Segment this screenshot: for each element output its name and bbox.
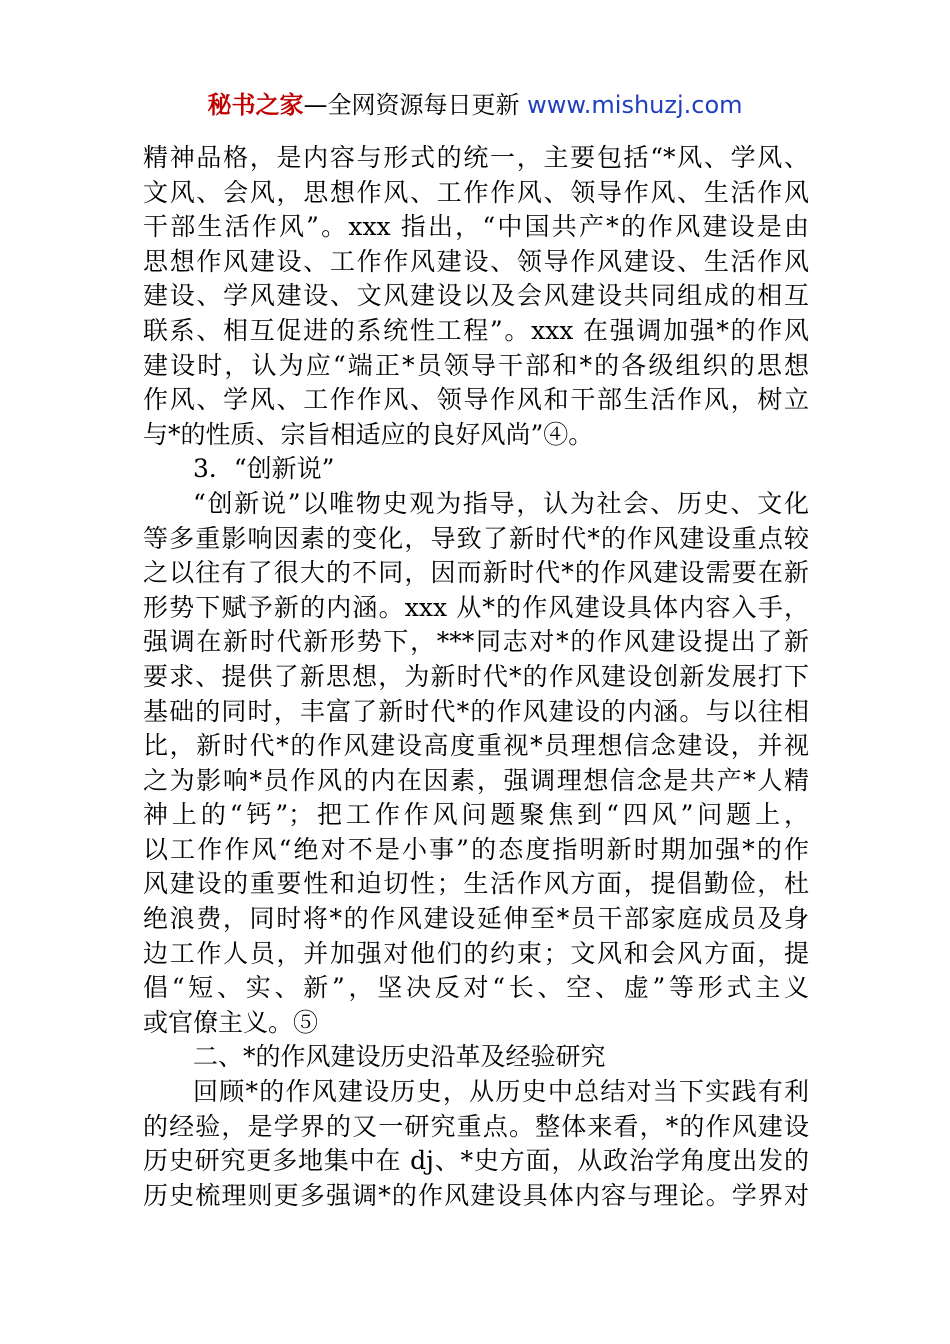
text-line: 等多重影响因素的变化，导致了新时代*的作风建设重点较	[143, 523, 809, 553]
text-line: 基础的同时，丰富了新时代*的作风建设的内涵。与以往相	[143, 696, 809, 726]
site-tagline: —全网资源每日更新	[303, 91, 528, 119]
text-line: 与*的性质、宗旨相适应的良好风尚”④。	[143, 419, 594, 449]
text-line: 联系、相互促进的系统性工程”。xxx 在强调加强*的作风	[143, 315, 809, 345]
site-url-link[interactable]: www.mishuzj.com	[527, 91, 743, 119]
text-line: 回顾*的作风建设历史，从历史中总结对当下实践有利	[193, 1077, 809, 1107]
text-line: 历史梳理则更多强调*的作风建设具体内容与理论。学界对	[143, 1180, 809, 1210]
site-header	[0, 88, 950, 122]
text-line: 建设、学风建设、文风建设以及会风建设共同组成的相互	[143, 281, 809, 311]
text-line: 要求、提供了新思想，为新时代*的作风建设创新发展打下	[143, 661, 809, 691]
text-line: 精神品格，是内容与形式的统一，主要包括“*风、学风、	[143, 143, 809, 172]
text-line: 历史研究更多地集中在 dj、*史方面，从政治学角度出发的	[143, 1146, 809, 1176]
text-line: 强调在新时代新形势下，***同志对*的作风建设提出了新	[143, 627, 809, 657]
text-line: 二、*的作风建设历史沿革及经验研究	[193, 1042, 606, 1072]
text-line: 比，新时代*的作风建设高度重视*员理想信念建设，并视	[143, 731, 809, 761]
text-line: 边工作人员，并加强对他们的约束；文风和会风方面，提	[143, 938, 809, 968]
text-line: 作风、学风、工作作风、领导作风和干部生活作风，树立	[143, 385, 809, 415]
text-line: 风建设的重要性和迫切性；生活作风方面，提倡勤俭，杜	[143, 869, 809, 899]
text-line: 或官僚主义。⑤	[143, 1007, 319, 1037]
text-line: 倡“短、实、新”，坚决反对“长、空、虚”等形式主义	[143, 973, 809, 1003]
text-line: 思想作风建设、工作作风建设、领导作风建设、生活作风	[143, 246, 809, 276]
text-line: 形势下赋予新的内涵。xxx 从*的作风建设具体内容入手，	[143, 592, 809, 622]
text-line: 之为影响*员作风的内在因素，强调理想信念是共产*人精	[143, 765, 809, 795]
site-brand: 秘书之家	[207, 91, 304, 119]
text-line: 建设时，认为应“端正*员领导干部和*的各级组织的思想	[143, 350, 809, 380]
text-line: 干部生活作风”。xxx 指出，“中国共产*的作风建设是由	[143, 212, 809, 242]
text-line: 的经验，是学界的又一研究重点。整体来看，*的作风建设	[143, 1111, 809, 1141]
text-line: 神上的“钙”；把工作作风问题聚焦到“四风”问题上，	[143, 800, 809, 830]
text-line: 绝浪费，同时将*的作风建设延伸至*员干部家庭成员及身	[143, 904, 809, 934]
text-line: 之以往有了很大的不同，因而新时代*的作风建设需要在新	[143, 558, 809, 588]
text-line: 3．“创新说”	[193, 454, 335, 484]
text-line: 以工作作风“绝对不是小事”的态度指明新时期加强*的作	[143, 834, 809, 864]
text-line: “创新说”以唯物史观为指导，认为社会、历史、文化	[193, 488, 809, 518]
text-line: 文风、会风，思想作风、工作作风、领导作风、生活作风	[143, 177, 809, 207]
document-body	[143, 141, 809, 1213]
